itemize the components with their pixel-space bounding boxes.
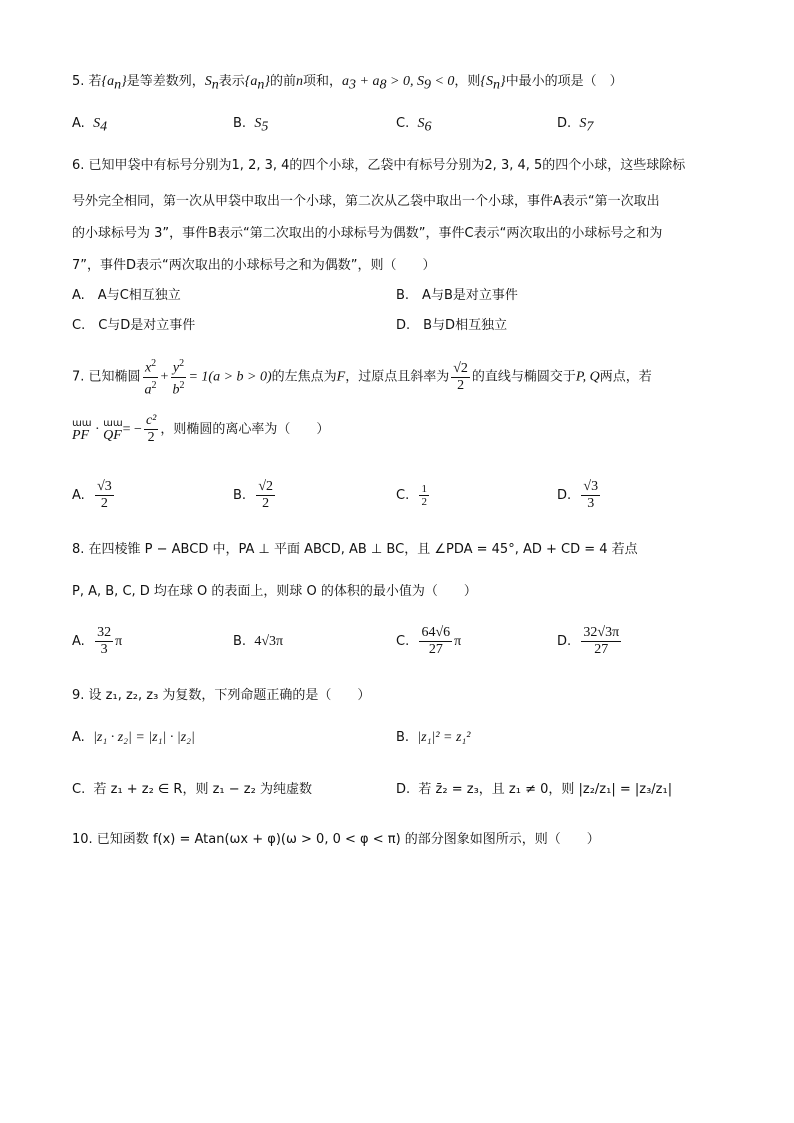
- question-7-option-d: D. $\frac{√3}{3}$: [557, 479, 599, 511]
- question-6-line-4: 7”，事件D表示“两次取出的小球标号之和为偶数”，则（ ）: [72, 258, 436, 273]
- question-5-stem: 5. 若$\{a_n\}$是等差数列，$S_n$表示$\{a_n\}$的前n项和，$a_3 + a_8 > 0$, $S_9 < 0$，则$\{S_n\}$中最小的项是（ ）: [72, 74, 623, 93]
- question-6-line-3: 的小球标号为 3”，事件B表示“第二次取出的小球标号为偶数”，事件C表示“两次取出的小球标号之和为: [72, 226, 663, 241]
- question-6-line-1: 6. 已知甲袋中有标号分别为1, 2, 3, 4的四个小球，乙袋中有标号分别为2, 3, 4, 5的四个小球，这些球除标: [72, 158, 686, 173]
- question-8-line-1: 8. 在四棱锥 P − ABCD 中，PA ⊥ 平面 ABCD, AB ⊥ BC，且 ∠PDA = 45°, AD + CD = 4 若点: [72, 542, 638, 557]
- question-9-option-b: B. |z₁|² = z₁²: [396, 730, 471, 745]
- question-9-option-a: A. |z₁ · z₂| = |z₁| · |z₂|: [72, 730, 195, 745]
- question-9-option-d: D. 若 z̄₂ = z₃，且 z₁ ≠ 0，则 |z₂/z₁| = |z₃/z₁|: [396, 782, 673, 797]
- question-6-option-d: D. B与D相互独立: [396, 318, 508, 333]
- question-8-line-2: P, A, B, C, D 均在球 O 的表面上，则球 O 的体积的最小值为（ ）: [72, 584, 477, 599]
- question-5-option-d: D. $S_7$: [557, 116, 594, 135]
- question-7-option-a: A. $\frac{√3}{2}$: [72, 479, 112, 511]
- question-10-stem: 10. 已知函数 f(x) = Atan(ωx + φ)(ω > 0, 0 < φ < π) 的部分图象如图所示，则（ ）: [72, 832, 600, 847]
- question-8-option-c: C. $\frac{64√6}{27}$ π: [396, 625, 462, 657]
- question-5-option-c: C. $S_6$: [396, 116, 432, 135]
- question-6-option-b: B. A与B是对立事件: [396, 288, 518, 303]
- question-8-option-b: B. 4√3π: [233, 634, 284, 649]
- question-5-option-b: B. $S_5$: [233, 116, 269, 135]
- question-8-option-d: D. $\frac{32√3\pi}{27}$: [557, 625, 620, 657]
- question-7-option-c: C. $\frac{1}{2}$: [396, 483, 427, 508]
- question-9-stem: 9. 设 z₁, z₂, z₃ 为复数，下列命题正确的是（ ）: [72, 688, 371, 703]
- question-7-option-b: B. $\frac{√2}{2}$: [233, 479, 274, 511]
- question-5-option-a: A. $S_4$: [72, 116, 108, 135]
- ellipse-y-term: $\frac{y^2}{b^2}$: [172, 358, 185, 398]
- ellipse-x-term: $\frac{x^2}{a^2}$: [144, 358, 157, 398]
- question-7-line-2: ɯɯ PF · ɯɯ QF = − $\frac{\text{c²}}{2}$ ，则椭圆的离心率为（ ）: [72, 413, 330, 445]
- question-9-option-c: C. 若 z₁ + z₂ ∈ R，则 z₁ − z₂ 为纯虚数: [72, 782, 312, 797]
- question-7-line-1: 7. 已知椭圆 $\frac{x^2}{a^2}$ + $\frac{y^2}{b^2}$ = 1(a > b > 0)的左焦点为F，过原点且斜率为 $\frac{√2}{2}$ 的直线与椭圆交于P, Q两点，若: [72, 358, 652, 398]
- question-8-option-a: A. $\frac{32}{3}$ π: [72, 625, 123, 657]
- slope-fraction: $\frac{√2}{2}$: [453, 360, 468, 393]
- question-6-option-c: C. C与D是对立事件: [72, 318, 196, 333]
- question-6-line-2: 号外完全相同，第一次从甲袋中取出一个小球，第二次从乙袋中取出一个小球，事件A表示“第一次取出: [72, 194, 660, 209]
- question-6-option-a: A. A与C相互独立: [72, 288, 181, 303]
